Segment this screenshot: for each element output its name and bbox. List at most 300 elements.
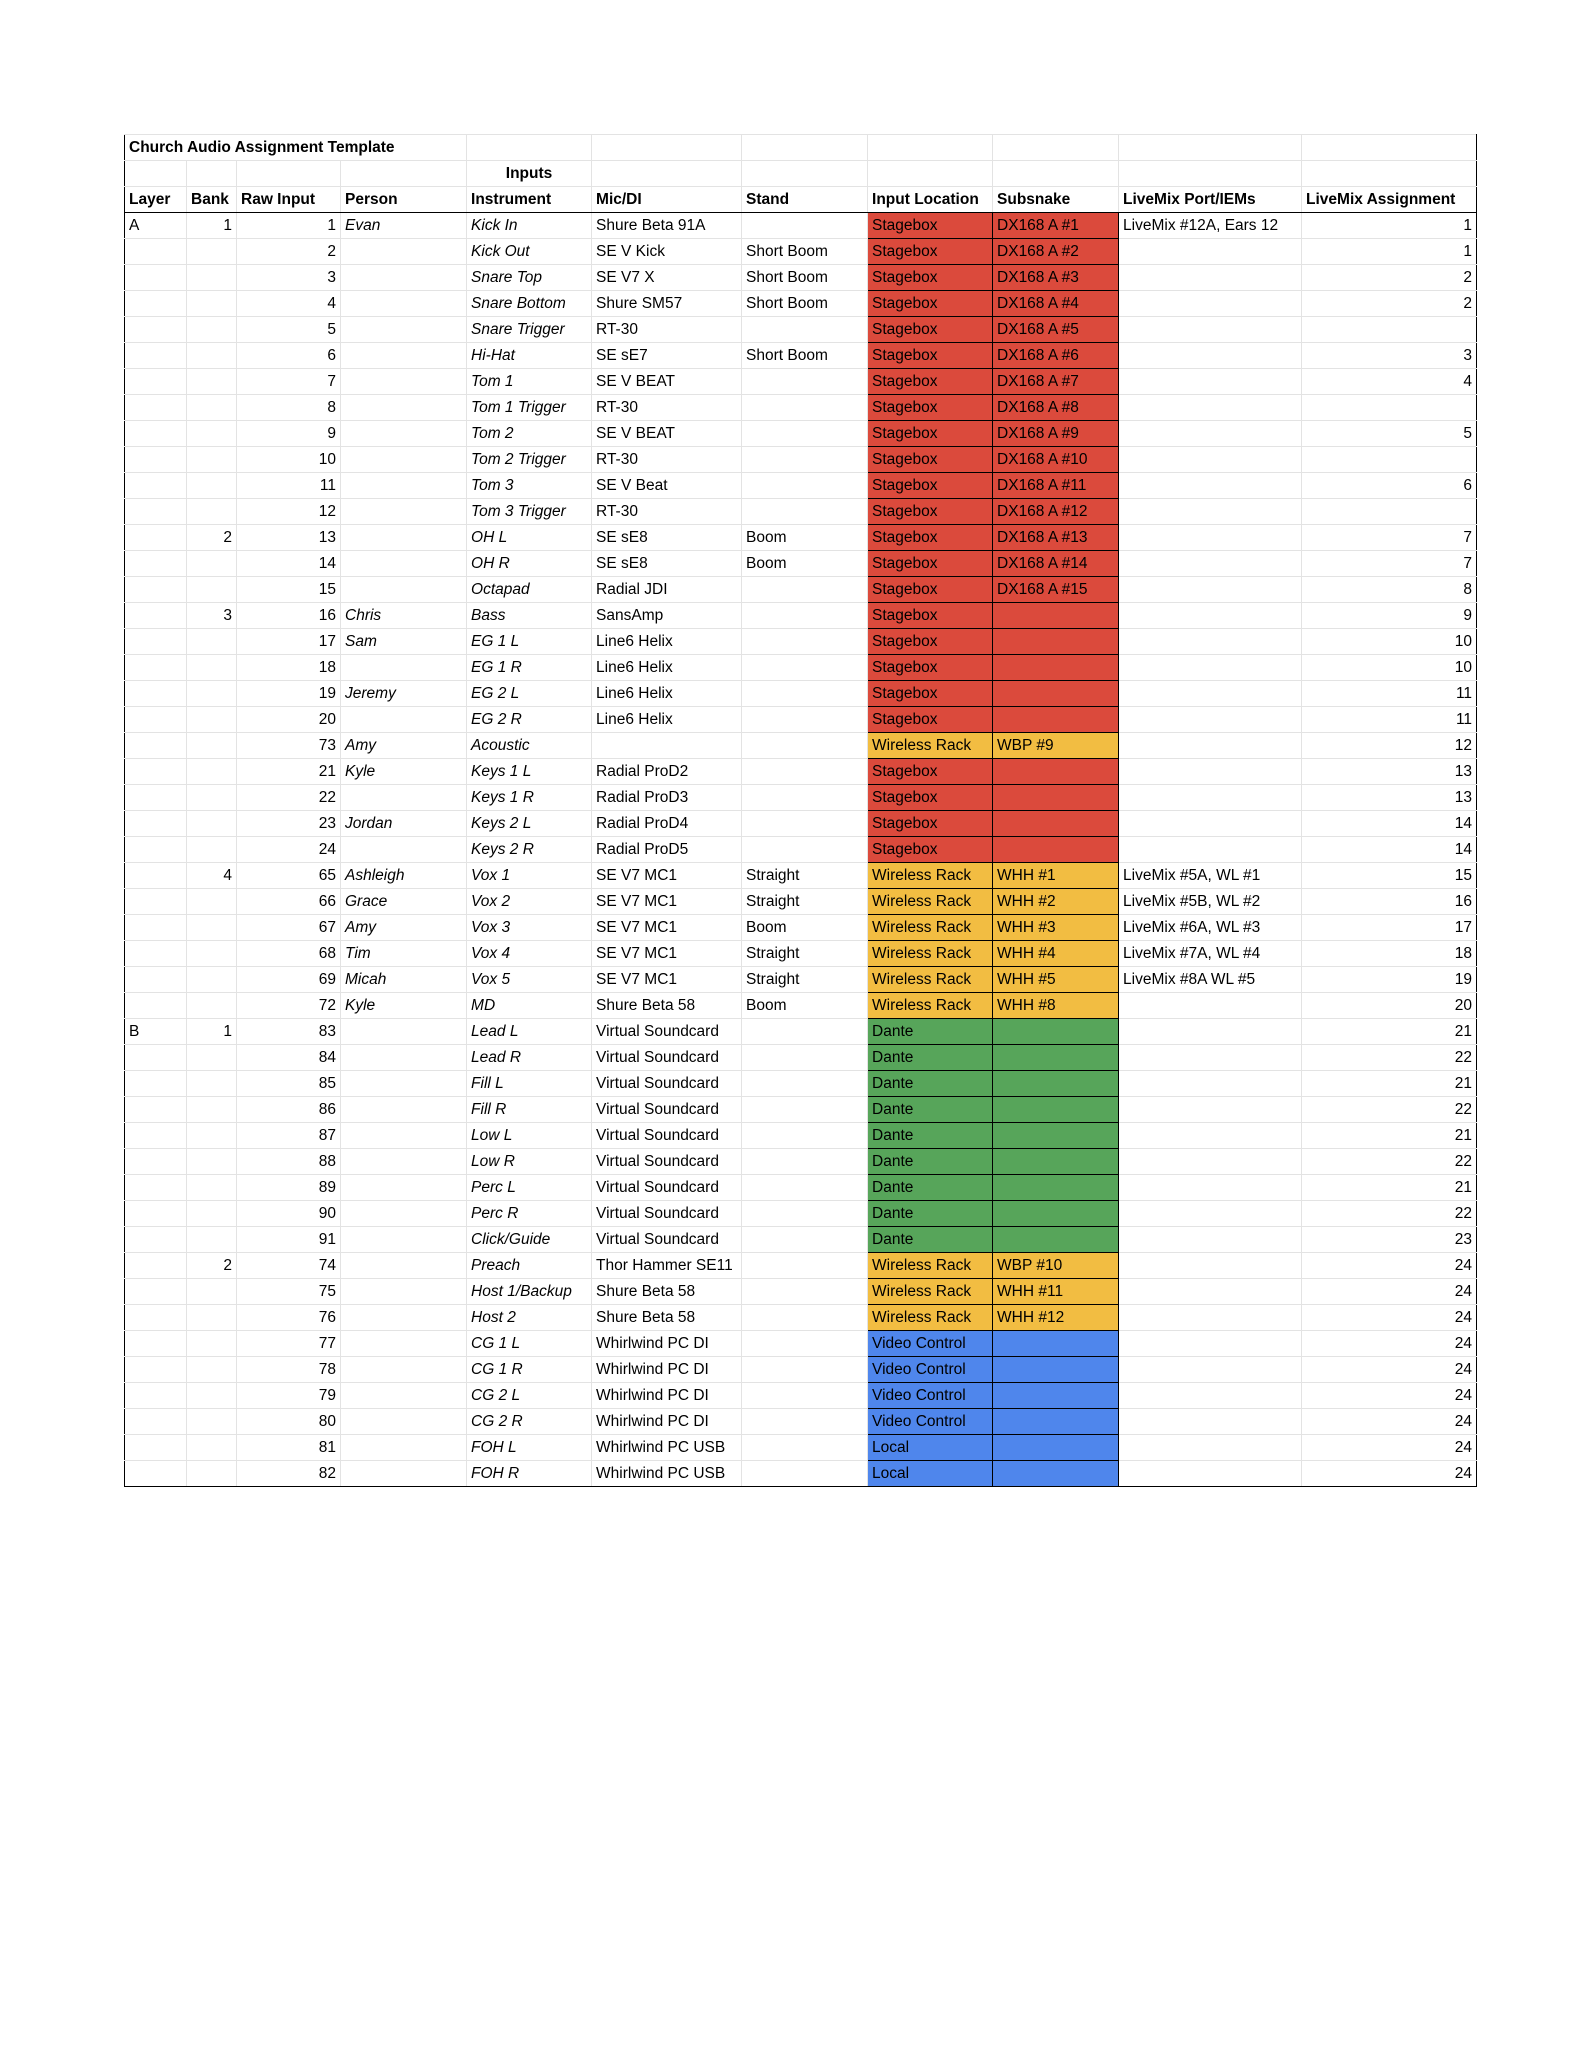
stand-cell — [742, 1071, 868, 1097]
stand-cell: Boom — [742, 993, 868, 1019]
instrument-cell: EG 1 L — [467, 629, 592, 655]
subsnake-cell: WHH #8 — [993, 993, 1119, 1019]
table-row — [125, 1149, 1477, 1175]
instrument-cell: Lead R — [467, 1045, 592, 1071]
bank-cell — [187, 993, 237, 1019]
column-header-input-location: Input Location — [868, 187, 993, 213]
input-location-cell: Wireless Rack — [868, 1305, 993, 1331]
input-location-cell: Stagebox — [868, 343, 993, 369]
mic-di-cell: Shure Beta 91A — [592, 213, 742, 239]
instrument-cell: OH L — [467, 525, 592, 551]
stand-cell — [742, 1227, 868, 1253]
stand-cell — [742, 1461, 868, 1487]
bank-cell — [187, 1123, 237, 1149]
raw-input-cell: 87 — [237, 1123, 341, 1149]
bank-cell — [187, 967, 237, 993]
bank-cell — [187, 499, 237, 525]
raw-input-cell: 80 — [237, 1409, 341, 1435]
column-header-livemix-port: LiveMix Port/IEMs — [1119, 187, 1302, 213]
stand-cell: Straight — [742, 889, 868, 915]
mic-di-cell: SE V7 MC1 — [592, 889, 742, 915]
livemix-assignment-cell: 20 — [1302, 993, 1477, 1019]
layer-cell — [125, 395, 187, 421]
layer-cell — [125, 1357, 187, 1383]
input-location-cell: Stagebox — [868, 525, 993, 551]
livemix-assignment-cell: 1 — [1302, 213, 1477, 239]
raw-input-cell: 65 — [237, 863, 341, 889]
subsnake-cell: DX168 A #8 — [993, 395, 1119, 421]
stand-cell: Short Boom — [742, 239, 868, 265]
raw-input-cell: 83 — [237, 1019, 341, 1045]
input-location-cell: Stagebox — [868, 837, 993, 863]
stand-cell — [742, 1097, 868, 1123]
mic-di-cell: Virtual Soundcard — [592, 1175, 742, 1201]
input-location-cell: Stagebox — [868, 629, 993, 655]
layer-cell — [125, 1097, 187, 1123]
livemix-port-cell — [1119, 499, 1302, 525]
instrument-cell: CG 2 R — [467, 1409, 592, 1435]
input-location-cell: Wireless Rack — [868, 1279, 993, 1305]
subsnake-cell: WHH #1 — [993, 863, 1119, 889]
livemix-assignment-cell: 13 — [1302, 759, 1477, 785]
input-location-cell: Stagebox — [868, 785, 993, 811]
subsnake-cell: WHH #2 — [993, 889, 1119, 915]
person-cell — [341, 1149, 467, 1175]
person-cell — [341, 1305, 467, 1331]
mic-di-cell: Virtual Soundcard — [592, 1149, 742, 1175]
person-cell — [341, 1383, 467, 1409]
table-row — [125, 967, 1477, 993]
subsnake-cell: DX168 A #2 — [993, 239, 1119, 265]
instrument-cell: FOH L — [467, 1435, 592, 1461]
raw-input-cell: 22 — [237, 785, 341, 811]
bank-cell — [187, 1461, 237, 1487]
subsnake-cell: DX168 A #7 — [993, 369, 1119, 395]
raw-input-cell: 11 — [237, 473, 341, 499]
livemix-port-cell: LiveMix #5B, WL #2 — [1119, 889, 1302, 915]
input-location-cell: Video Control — [868, 1357, 993, 1383]
subsnake-cell — [993, 1071, 1119, 1097]
raw-input-cell: 5 — [237, 317, 341, 343]
livemix-port-cell — [1119, 1331, 1302, 1357]
mic-di-cell: SE V7 MC1 — [592, 967, 742, 993]
table-row — [125, 1175, 1477, 1201]
stand-cell: Boom — [742, 551, 868, 577]
input-location-cell: Dante — [868, 1019, 993, 1045]
stand-cell — [742, 759, 868, 785]
bank-cell — [187, 1435, 237, 1461]
livemix-assignment-cell: 24 — [1302, 1357, 1477, 1383]
instrument-cell: Click/Guide — [467, 1227, 592, 1253]
input-location-cell: Wireless Rack — [868, 967, 993, 993]
bank-cell: 3 — [187, 603, 237, 629]
subsnake-cell — [993, 1201, 1119, 1227]
table-row — [125, 863, 1477, 889]
instrument-cell: EG 2 R — [467, 707, 592, 733]
layer-cell — [125, 1409, 187, 1435]
subsnake-cell: DX168 A #6 — [993, 343, 1119, 369]
table-row — [125, 473, 1477, 499]
input-location-cell: Wireless Rack — [868, 733, 993, 759]
mic-di-cell: SE V Beat — [592, 473, 742, 499]
instrument-cell: Host 1/Backup — [467, 1279, 592, 1305]
livemix-port-cell — [1119, 1019, 1302, 1045]
layer-cell — [125, 1279, 187, 1305]
mic-di-cell: Line6 Helix — [592, 629, 742, 655]
layer-cell — [125, 915, 187, 941]
stand-cell — [742, 1045, 868, 1071]
stand-cell: Straight — [742, 967, 868, 993]
subsnake-cell — [993, 837, 1119, 863]
instrument-cell: Tom 3 — [467, 473, 592, 499]
stand-cell — [742, 629, 868, 655]
livemix-port-cell — [1119, 1461, 1302, 1487]
mic-di-cell: Whirlwind PC DI — [592, 1383, 742, 1409]
input-location-cell: Wireless Rack — [868, 915, 993, 941]
livemix-assignment-cell: 21 — [1302, 1175, 1477, 1201]
column-header-subsnake: Subsnake — [993, 187, 1119, 213]
table-row — [125, 811, 1477, 837]
table-row — [125, 1123, 1477, 1149]
raw-input-cell: 15 — [237, 577, 341, 603]
livemix-port-cell — [1119, 317, 1302, 343]
livemix-port-cell — [1119, 473, 1302, 499]
layer-cell — [125, 525, 187, 551]
raw-input-cell: 9 — [237, 421, 341, 447]
raw-input-cell: 8 — [237, 395, 341, 421]
layer-cell — [125, 863, 187, 889]
raw-input-cell: 20 — [237, 707, 341, 733]
livemix-port-cell — [1119, 1357, 1302, 1383]
instrument-cell: Perc R — [467, 1201, 592, 1227]
person-cell — [341, 1253, 467, 1279]
instrument-cell: Bass — [467, 603, 592, 629]
raw-input-cell: 13 — [237, 525, 341, 551]
stand-cell — [742, 603, 868, 629]
table-row — [125, 1305, 1477, 1331]
raw-input-cell: 91 — [237, 1227, 341, 1253]
subsnake-cell: DX168 A #10 — [993, 447, 1119, 473]
column-header-row — [125, 187, 1477, 213]
instrument-cell: Kick In — [467, 213, 592, 239]
person-cell — [341, 1409, 467, 1435]
subsnake-cell: WHH #3 — [993, 915, 1119, 941]
bank-cell — [187, 1305, 237, 1331]
raw-input-cell: 67 — [237, 915, 341, 941]
input-location-cell: Stagebox — [868, 265, 993, 291]
stand-cell — [742, 681, 868, 707]
layer-cell — [125, 837, 187, 863]
input-location-cell: Local — [868, 1435, 993, 1461]
livemix-port-cell: LiveMix #6A, WL #3 — [1119, 915, 1302, 941]
livemix-port-cell — [1119, 681, 1302, 707]
person-cell — [341, 1019, 467, 1045]
table-row — [125, 1071, 1477, 1097]
subsnake-cell — [993, 785, 1119, 811]
person-cell: Amy — [341, 915, 467, 941]
subsnake-cell — [993, 1331, 1119, 1357]
bank-cell — [187, 265, 237, 291]
input-location-cell: Stagebox — [868, 811, 993, 837]
livemix-port-cell — [1119, 629, 1302, 655]
bank-cell: 2 — [187, 525, 237, 551]
input-location-cell: Wireless Rack — [868, 1253, 993, 1279]
table-row — [125, 889, 1477, 915]
livemix-port-cell — [1119, 603, 1302, 629]
raw-input-cell: 10 — [237, 447, 341, 473]
mic-di-cell: Line6 Helix — [592, 655, 742, 681]
layer-cell — [125, 629, 187, 655]
mic-di-cell: RT-30 — [592, 499, 742, 525]
subsnake-cell — [993, 1149, 1119, 1175]
livemix-assignment-cell: 8 — [1302, 577, 1477, 603]
livemix-assignment-cell: 9 — [1302, 603, 1477, 629]
bank-cell — [187, 785, 237, 811]
instrument-cell: CG 2 L — [467, 1383, 592, 1409]
sheet-title: Church Audio Assignment Template — [125, 135, 467, 161]
input-location-cell: Dante — [868, 1071, 993, 1097]
livemix-port-cell — [1119, 1383, 1302, 1409]
table-row — [125, 733, 1477, 759]
column-header-mic-di: Mic/DI — [592, 187, 742, 213]
table-row — [125, 1383, 1477, 1409]
livemix-port-cell — [1119, 733, 1302, 759]
bank-cell — [187, 733, 237, 759]
mic-di-cell: SE V7 X — [592, 265, 742, 291]
livemix-port-cell — [1119, 291, 1302, 317]
instrument-cell: OH R — [467, 551, 592, 577]
table-row — [125, 915, 1477, 941]
instrument-cell: CG 1 R — [467, 1357, 592, 1383]
livemix-port-cell — [1119, 577, 1302, 603]
person-cell — [341, 655, 467, 681]
subsnake-cell — [993, 1123, 1119, 1149]
livemix-port-cell — [1119, 421, 1302, 447]
livemix-assignment-cell: 14 — [1302, 811, 1477, 837]
stand-cell — [742, 499, 868, 525]
raw-input-cell: 21 — [237, 759, 341, 785]
layer-cell — [125, 1331, 187, 1357]
livemix-assignment-cell: 13 — [1302, 785, 1477, 811]
subsnake-cell: DX168 A #5 — [993, 317, 1119, 343]
livemix-port-cell — [1119, 395, 1302, 421]
instrument-cell: Hi-Hat — [467, 343, 592, 369]
bank-cell — [187, 707, 237, 733]
bank-cell — [187, 1383, 237, 1409]
livemix-assignment-cell: 21 — [1302, 1123, 1477, 1149]
column-header-stand: Stand — [742, 187, 868, 213]
raw-input-cell: 68 — [237, 941, 341, 967]
input-location-cell: Dante — [868, 1045, 993, 1071]
raw-input-cell: 19 — [237, 681, 341, 707]
person-cell — [341, 447, 467, 473]
livemix-port-cell — [1119, 343, 1302, 369]
table-row — [125, 525, 1477, 551]
mic-di-cell: Radial ProD5 — [592, 837, 742, 863]
bank-cell — [187, 1279, 237, 1305]
mic-di-cell: SE sE8 — [592, 525, 742, 551]
layer-cell — [125, 551, 187, 577]
livemix-port-cell — [1119, 265, 1302, 291]
stand-cell — [742, 213, 868, 239]
stand-cell: Short Boom — [742, 291, 868, 317]
input-location-cell: Stagebox — [868, 395, 993, 421]
input-location-cell: Wireless Rack — [868, 863, 993, 889]
layer-cell — [125, 1435, 187, 1461]
person-cell — [341, 577, 467, 603]
raw-input-cell: 79 — [237, 1383, 341, 1409]
stand-cell — [742, 317, 868, 343]
livemix-assignment-cell: 22 — [1302, 1097, 1477, 1123]
raw-input-cell: 84 — [237, 1045, 341, 1071]
person-cell — [341, 473, 467, 499]
layer-cell — [125, 1383, 187, 1409]
person-cell — [341, 1201, 467, 1227]
livemix-assignment-cell: 17 — [1302, 915, 1477, 941]
raw-input-cell: 17 — [237, 629, 341, 655]
column-header-layer: Layer — [125, 187, 187, 213]
bank-cell: 2 — [187, 1253, 237, 1279]
table-row — [125, 369, 1477, 395]
subsnake-cell: DX168 A #9 — [993, 421, 1119, 447]
stand-cell: Short Boom — [742, 343, 868, 369]
raw-input-cell: 23 — [237, 811, 341, 837]
mic-di-cell: SE sE8 — [592, 551, 742, 577]
livemix-port-cell — [1119, 1123, 1302, 1149]
table-row — [125, 1253, 1477, 1279]
instrument-cell: Snare Top — [467, 265, 592, 291]
livemix-assignment-cell: 23 — [1302, 1227, 1477, 1253]
person-cell — [341, 343, 467, 369]
mic-di-cell: Shure Beta 58 — [592, 993, 742, 1019]
raw-input-cell: 78 — [237, 1357, 341, 1383]
livemix-port-cell — [1119, 1305, 1302, 1331]
instrument-cell: Vox 4 — [467, 941, 592, 967]
bank-cell — [187, 655, 237, 681]
layer-cell: A — [125, 213, 187, 239]
instrument-cell: Tom 1 — [467, 369, 592, 395]
column-header-bank: Bank — [187, 187, 237, 213]
layer-cell — [125, 941, 187, 967]
column-header-raw-input: Raw Input — [237, 187, 341, 213]
livemix-assignment-cell: 16 — [1302, 889, 1477, 915]
instrument-cell: CG 1 L — [467, 1331, 592, 1357]
instrument-cell: MD — [467, 993, 592, 1019]
table-row — [125, 759, 1477, 785]
livemix-assignment-cell: 2 — [1302, 265, 1477, 291]
bank-cell — [187, 577, 237, 603]
stand-cell — [742, 447, 868, 473]
input-location-cell: Dante — [868, 1149, 993, 1175]
livemix-assignment-cell: 7 — [1302, 525, 1477, 551]
livemix-port-cell — [1119, 759, 1302, 785]
table-row — [125, 577, 1477, 603]
person-cell — [341, 1357, 467, 1383]
bank-cell — [187, 317, 237, 343]
layer-cell — [125, 421, 187, 447]
mic-di-cell: Radial JDI — [592, 577, 742, 603]
mic-di-cell — [592, 733, 742, 759]
bank-cell: 1 — [187, 1019, 237, 1045]
bank-cell — [187, 837, 237, 863]
instrument-cell: Keys 2 L — [467, 811, 592, 837]
livemix-port-cell: LiveMix #12A, Ears 12 — [1119, 213, 1302, 239]
subsnake-cell: DX168 A #4 — [993, 291, 1119, 317]
person-cell — [341, 239, 467, 265]
layer-cell — [125, 265, 187, 291]
livemix-assignment-cell: 22 — [1302, 1201, 1477, 1227]
livemix-assignment-cell: 24 — [1302, 1383, 1477, 1409]
bank-cell: 1 — [187, 213, 237, 239]
livemix-assignment-cell: 24 — [1302, 1305, 1477, 1331]
layer-cell — [125, 707, 187, 733]
input-location-cell: Stagebox — [868, 317, 993, 343]
raw-input-cell: 82 — [237, 1461, 341, 1487]
stand-cell — [742, 1201, 868, 1227]
layer-cell — [125, 1123, 187, 1149]
raw-input-cell: 24 — [237, 837, 341, 863]
livemix-port-cell — [1119, 785, 1302, 811]
mic-di-cell: SE V7 MC1 — [592, 915, 742, 941]
livemix-port-cell — [1119, 1227, 1302, 1253]
livemix-assignment-cell — [1302, 395, 1477, 421]
input-location-cell: Dante — [868, 1123, 993, 1149]
mic-di-cell: Thor Hammer SE11 — [592, 1253, 742, 1279]
raw-input-cell: 12 — [237, 499, 341, 525]
input-location-cell: Dante — [868, 1227, 993, 1253]
mic-di-cell: Radial ProD4 — [592, 811, 742, 837]
stand-cell: Boom — [742, 525, 868, 551]
instrument-cell: Keys 1 R — [467, 785, 592, 811]
input-location-cell: Stagebox — [868, 707, 993, 733]
bank-cell — [187, 941, 237, 967]
instrument-cell: EG 1 R — [467, 655, 592, 681]
livemix-assignment-cell: 24 — [1302, 1409, 1477, 1435]
table-row — [125, 603, 1477, 629]
bank-cell — [187, 1331, 237, 1357]
subsnake-cell — [993, 1175, 1119, 1201]
raw-input-cell: 76 — [237, 1305, 341, 1331]
stand-cell — [742, 369, 868, 395]
stand-cell — [742, 577, 868, 603]
livemix-port-cell — [1119, 993, 1302, 1019]
livemix-assignment-cell: 22 — [1302, 1149, 1477, 1175]
instrument-cell: Tom 2 Trigger — [467, 447, 592, 473]
layer-cell — [125, 1175, 187, 1201]
livemix-port-cell — [1119, 1045, 1302, 1071]
subsnake-cell: DX168 A #14 — [993, 551, 1119, 577]
subsnake-cell — [993, 1045, 1119, 1071]
person-cell — [341, 499, 467, 525]
input-location-cell: Stagebox — [868, 239, 993, 265]
bank-cell — [187, 629, 237, 655]
input-location-cell: Dante — [868, 1175, 993, 1201]
stand-cell: Straight — [742, 941, 868, 967]
person-cell: Tim — [341, 941, 467, 967]
instrument-cell: EG 2 L — [467, 681, 592, 707]
livemix-port-cell — [1119, 837, 1302, 863]
stand-cell — [742, 1409, 868, 1435]
instrument-cell: Fill L — [467, 1071, 592, 1097]
subsnake-cell: WBP #10 — [993, 1253, 1119, 1279]
livemix-assignment-cell: 24 — [1302, 1331, 1477, 1357]
input-location-cell: Stagebox — [868, 213, 993, 239]
table-row — [125, 239, 1477, 265]
table-row — [125, 1045, 1477, 1071]
table-row — [125, 837, 1477, 863]
livemix-assignment-cell: 21 — [1302, 1071, 1477, 1097]
livemix-port-cell: LiveMix #5A, WL #1 — [1119, 863, 1302, 889]
